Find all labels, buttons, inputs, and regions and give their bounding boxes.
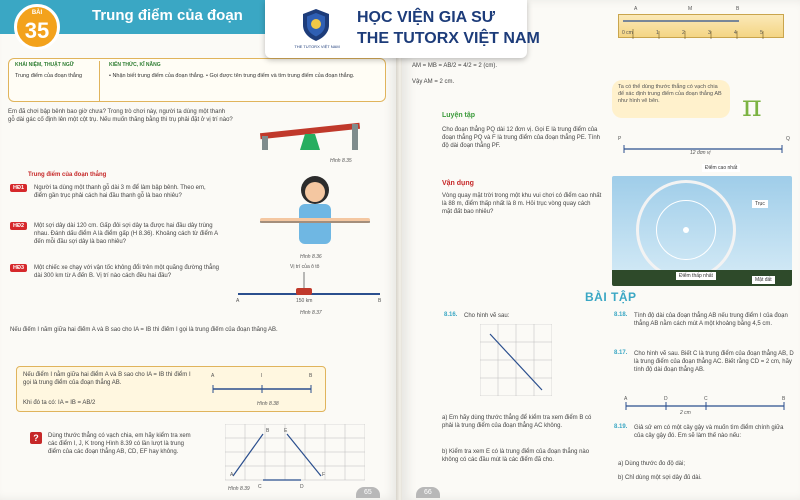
exercise-819-part-a: a) Dùng thước đo độ dài;	[618, 461, 685, 467]
grid-label-a: A	[230, 472, 234, 478]
right-top-result: Vậy AM = 2 cm.	[412, 79, 455, 85]
objectives-table	[8, 58, 386, 102]
page-number-right: 66	[416, 487, 440, 498]
note-definition-text: Nếu điểm I nằm giữa hai điểm A và B sao cho IA = IB thì điểm I gọi là trung điểm của đoạn thẳng AB.	[23, 372, 191, 386]
segment-length-label: 12 đơn vị	[690, 150, 711, 156]
practice-title: Luyện tập	[442, 112, 476, 119]
definition-note-box	[16, 366, 326, 412]
grid-figure	[225, 424, 365, 494]
grid-label-d: D	[300, 484, 304, 490]
objectives-col2-text: • Nhận biết trung điểm của đoạn thẳng. • Gọi được tên trung điểm và tìm trung điểm của đoạn thẳng.	[109, 73, 355, 79]
question-text: Dùng thước thẳng có vạch chia, em hãy kiểm tra xem các điểm I, J, K trong Hình 8.39 có lần lượt là trung điểm của các đoạn thẳng AB, CD, EF hay không.	[48, 433, 191, 455]
road-point-b: B	[378, 298, 382, 304]
ferris-wheel-photo	[612, 176, 792, 286]
section-title-midpoint: Trung điểm của đoạn thẳng	[28, 172, 107, 178]
note-point-a: A	[211, 373, 215, 379]
right-top-formula: AM = MB = AB/2 = 4/2 = 2 (cm).	[412, 63, 498, 69]
road-point-a: A	[236, 298, 240, 304]
ex817-distance: 2 cm	[680, 410, 691, 416]
ferris-bottom-label: Điểm thấp nhất	[676, 272, 716, 280]
exercise-817-text: Cho hình vẽ sau. Biết C là trung điểm của đoạn thẳng AB, D là trung điểm của đoạn thẳng AC. Biết rằng CD = 2 cm, hãy tính độ dài đoạn thẳng AB.	[634, 351, 794, 373]
svg-text:π: π	[742, 89, 762, 124]
grid-label-c: C	[258, 484, 262, 490]
exercise-816-grid	[480, 324, 552, 396]
midpoint-segment-diagram	[207, 377, 317, 399]
ferris-wheel-hub	[683, 227, 689, 233]
ruler-number-4: 4	[734, 30, 737, 36]
mascot-speech-bubble: Ta có thể dùng thước thẳng có vạch chia để xác định trung điểm của đoạn thẳng AB như hình vẽ bên.	[612, 80, 730, 118]
ex817-point-b: B	[782, 396, 786, 402]
apply-title: Vận dụng	[442, 180, 474, 187]
pi-mascot-icon	[734, 84, 774, 124]
car-icon	[296, 288, 312, 295]
grid-label-f: F	[322, 472, 326, 478]
hd3-text: Một chiếc xe chạy với vận tốc không đổi trên một quãng đường thẳng dài 300 km từ A đến B. Vị trí nào cách đều hai đầu?	[34, 265, 219, 279]
ex817-point-a: A	[624, 396, 628, 402]
ruler-number-1: 1	[656, 30, 659, 36]
ferris-axis-label: Trục	[752, 200, 768, 208]
road-distance-label: 150 km	[296, 298, 313, 304]
ex817-point-d: D	[664, 396, 668, 402]
grid-label-e: E	[284, 428, 288, 434]
note-caption: Hình 8.38	[257, 401, 279, 407]
ferris-ground-label: Mặt đất	[752, 276, 775, 284]
exercise-819-label: 8.19.	[614, 424, 628, 430]
seesaw-left-support	[262, 136, 268, 150]
segment-ef-figure	[287, 434, 321, 476]
exercise-817-label: 8.17.	[614, 350, 628, 356]
lesson-badge-label: BÀI	[31, 10, 43, 16]
objectives-divider	[99, 61, 100, 101]
intro-caption: Hình 8.35	[330, 158, 352, 164]
ruler-label-b: B	[736, 6, 740, 12]
exercise-816-text: Cho hình vẽ sau:	[464, 313, 510, 319]
grid-label-b: B	[266, 428, 270, 434]
shield-logo-icon	[301, 8, 331, 42]
ruler-label-a: A	[634, 6, 638, 12]
grid-lines	[225, 424, 365, 480]
apply-text: Vòng quay mặt trời trong một khu vui chơi có điểm cao nhất là 88 m, điểm thấp nhất là 8 m. Hỏi trục vòng quay cách mặt đất bao nhiêu?	[442, 193, 602, 215]
definition-paragraph: Nếu điểm I nằm giữa hai điểm A và B sao cho IA = IB thì điểm I gọi là trung điểm của đoạn thẳng AB.	[10, 327, 278, 333]
exercise-819-part-b: b) Chỉ dùng một sợi dây đủ dài.	[618, 475, 702, 481]
ruler-number-5: 5	[760, 30, 763, 36]
objectives-col2-header: KIẾN THỨC, KĨ NĂNG	[109, 62, 161, 68]
road-caption: Hình 8.37	[300, 310, 322, 316]
segment-label-q: Q	[786, 136, 790, 142]
question-mark-icon: ?	[30, 432, 42, 444]
road-car-label: Vị trí của ô tô	[290, 264, 320, 270]
page-number-left: 65	[356, 487, 380, 498]
exercise-818-label: 8.18.	[614, 312, 628, 318]
ferris-top-label: Điểm cao nhất	[702, 164, 740, 172]
exercise-818-text: Tính độ dài của đoạn thẳng AB nếu trung điểm I của đoạn thẳng AB nằm cách mút A một khoảng bằng 4,5 cm.	[634, 313, 788, 327]
hd1-text: Người ta dùng một thanh gỗ dài 3 m để làm bập bênh. Theo em, điểm gần trục phải cách hai đầu thanh gỗ là bao nhiêu?	[34, 185, 206, 199]
lesson-badge-number: 35	[24, 18, 50, 43]
brand-logo-card	[265, 0, 540, 58]
ruler-number-3: 3	[708, 30, 711, 36]
ex817-point-c: C	[704, 396, 708, 402]
hd3-label: HĐ3	[10, 264, 27, 272]
segment-ab-figure	[233, 434, 263, 476]
brand-name-line2: THE TUTORX VIỆT NAM	[357, 30, 540, 47]
practice-text: Cho đoạn thẳng PQ dài 12 đơn vị. Gọi E là trung điểm của đoạn thẳng PQ và F là trung điểm của đoạn thẳng PE. Tính độ dài đoạn thẳng PF.	[442, 127, 600, 149]
exercise-819-text: Giả sử em có một cây gậy và muốn tìm điểm chính giữa của cây gậy đó. Em sẽ làm thế nào nếu:	[634, 425, 784, 439]
hd2-label: HĐ2	[10, 222, 27, 230]
girl-shirt	[299, 204, 331, 244]
brand-name-line1: HỌC VIỆN GIA SƯ	[357, 9, 496, 26]
left-page	[0, 0, 398, 500]
exercises-title: BÀI TẬP	[585, 290, 637, 304]
lesson-number-badge	[14, 4, 60, 50]
note-formula: Khi đó ta có: IA = IB = AB/2	[23, 400, 96, 406]
note-point-b: B	[309, 373, 313, 379]
exercise-816-label: 8.16.	[444, 312, 458, 318]
girl-with-string-illustration	[255, 172, 375, 252]
exercise-816-part-a: a) Em hãy dùng thước thẳng để kiểm tra xem điểm B có phải là trung điểm của đoạn thẳng AC không.	[442, 415, 592, 429]
ruler-number-0: 0 cm	[622, 30, 633, 36]
seesaw-illustration	[250, 108, 370, 158]
intro-text: Em đã chơi bập bênh bao giờ chưa? Trong trò chơi này, người ta dùng một thanh gỗ dài gác cố định lên một cột trụ. Nếu muốn thăng bằng thì trụ phải đặt ở vị trí nào?	[8, 109, 233, 123]
objectives-col1-header: KHÁI NIỆM, THUẬT NGỮ	[15, 62, 74, 68]
ruler-label-m: M	[688, 6, 693, 12]
girl-caption: Hình 8.36	[300, 254, 322, 260]
objectives-col1-text: Trung điểm của đoạn thẳng	[15, 73, 83, 79]
hd1-label: HĐ1	[10, 184, 27, 192]
ruler-number-2: 2	[682, 30, 685, 36]
lesson-title: Trung điểm của đoạn	[92, 7, 243, 24]
grid-caption: Hình 8.39	[228, 486, 250, 492]
exercise-816-part-b: b) Kiểm tra xem E có là trung điểm của đoạn thẳng nào không có các đầu mút là các điểm đã cho.	[442, 449, 590, 463]
segment-label-p: P	[618, 136, 622, 142]
hd2-text: Một sợi dây dài 120 cm. Gấp đôi sợi dây ta được hai đầu dây trùng nhau. Đánh dấu điểm A là điểm gấp (H 8.36). Khoảng cách từ điểm A đến mỗi đầu sợi dây là bao nhiêu?	[34, 223, 218, 245]
note-point-i: I	[261, 373, 263, 379]
shield-caption: THE TUTORX VIỆT NAM	[294, 44, 340, 49]
girl-face	[305, 182, 325, 202]
seesaw-pivot	[300, 134, 320, 150]
seesaw-right-support	[352, 124, 358, 150]
